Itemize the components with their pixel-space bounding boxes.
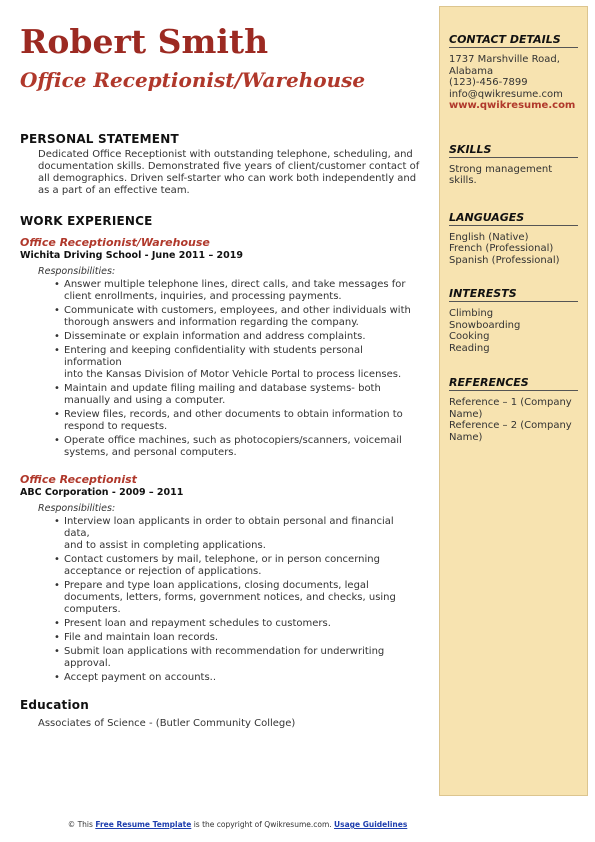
summary-line: as a part of an effective team. [38,185,190,196]
job-company: Wichita Driving School - June 2011 – 2019 [20,250,243,261]
summary-line: documentation skills. Demonstrated five years of client/customer contact of [38,161,420,172]
responsibilities-label: Responsibilities: [38,503,116,514]
job-role: Office Receptionist [20,473,137,486]
responsibilities-label: Responsibilities: [38,266,116,277]
language-item: Spanish (Professional) [449,254,560,266]
list-item: • Disseminate or explain information and address complaints. [54,331,366,342]
interest-item: Climbing [449,308,494,319]
list-item: • Contact customers by mail, telephone, or in person concerning acceptance or rejection of applications. [54,554,380,577]
reference-item: Reference – 2 (Company Name) [449,420,572,443]
bullet-icon: • [54,279,60,290]
list-item: • Answer multiple telephone lines, direct calls, and take messages for client enrollments, inquiries, and processing payments. [54,279,406,302]
job-role: Office Receptionist/Warehouse [20,236,210,249]
interests-section [440,287,587,354]
bullet-icon: • [54,331,60,342]
bullet-icon: • [54,632,60,643]
phone-number: (123)-456-7899 [449,77,528,88]
language-item: English (Native) [449,231,529,243]
bullet-icon: • [54,383,60,394]
responsibility-list [20,516,420,684]
languages-section [440,211,587,267]
list-item: • Operate office machines, such as photocopiers/scanners, voicemail systems, and personal computers. [54,435,402,458]
job-company: ABC Corporation - 2009 – 2011 [20,487,184,498]
job-entry [20,473,420,684]
footer-middle: is the copyright of Qwikresume.com. [191,820,335,829]
job-entry [20,236,420,459]
interest-item: Reading [449,342,490,354]
summary-line: Dedicated Office Receptionist with outstanding telephone, scheduling, and [38,149,413,160]
languages-heading: LANGUAGES [449,211,578,226]
address-line: Alabama [449,65,494,77]
usage-guidelines-link[interactable]: Usage Guidelines [334,820,408,829]
interest-item: Snowboarding [449,319,521,331]
list-item: • Maintain and update filing mailing and database systems- both manually and using a computer. [54,383,381,406]
references-heading: REFERENCES [449,376,578,391]
bullet-icon: • [54,672,60,683]
skill-line: Strong management [449,163,553,175]
bullet-icon: • [54,435,60,446]
education-heading: Education [20,698,89,712]
list-item: • Prepare and type loan applications, closing documents, legal documents, letters, forms, government notices, and checks, using computers. [54,580,396,615]
references-section [440,376,587,443]
bullet-icon: • [54,580,60,591]
bullet-icon: • [54,618,60,629]
interest-item: Cooking [449,331,490,342]
education-entry: Associates of Science - (Butler Community College) [38,718,296,729]
address-line: 1737 Marshville Road, [449,54,560,65]
bullet-icon: • [54,345,60,356]
website-link[interactable]: www.qwikresume.com [449,100,576,111]
bullet-icon: • [54,646,60,657]
list-item: • Entering and keeping confidentiality with students personal information into the Kansas Division of Motor Vehicle Portal to process licenses. [54,345,402,380]
skills-section [440,143,587,187]
list-item: • Review files, records, and other documents to obtain information to respond to requests. [54,409,403,432]
personal-statement-text [38,149,420,197]
list-item: • Communicate with customers, employees, and other individuals with thorough answers and information regarding the company. [54,305,411,328]
reference-item: Reference – 1 (Company Name) [449,397,572,420]
interests-heading: INTERESTS [449,287,578,302]
sidebar [439,6,588,796]
skill-line: skills. [449,175,477,186]
list-item: • Accept payment on accounts.. [54,672,217,683]
list-item: • Present loan and repayment schedules to customers. [54,618,331,629]
list-item: • Submit loan applications with recommendation for underwriting approval. [54,646,385,669]
skills-heading: SKILLS [449,143,578,158]
footer-prefix: © This [67,820,96,829]
language-item: French (Professional) [449,243,554,254]
work-experience-heading: WORK EXPERIENCE [20,214,153,228]
copyright-footer [0,820,475,829]
bullet-icon: • [54,516,60,527]
bullet-icon: • [54,554,60,565]
list-item: • File and maintain loan records. [54,632,219,643]
main-column [20,132,420,729]
contact-heading: CONTACT DETAILS [449,33,578,48]
responsibility-list [20,279,420,459]
contact-section [440,33,587,112]
candidate-title: Office Receptionist/Warehouse [20,68,366,92]
free-resume-template-link[interactable]: Free Resume Template [95,820,192,829]
personal-statement-heading: PERSONAL STATEMENT [20,132,179,146]
bullet-icon: • [54,409,60,420]
bullet-icon: • [54,305,60,316]
summary-line: all demographics. Driven self-starter who can work both independently and [38,173,417,184]
candidate-name: Robert Smith [20,22,269,61]
email-address: info@qwikresume.com [449,88,563,100]
list-item: • Interview loan applicants in order to obtain personal and financial data, and to assist in completing applications. [54,516,394,551]
